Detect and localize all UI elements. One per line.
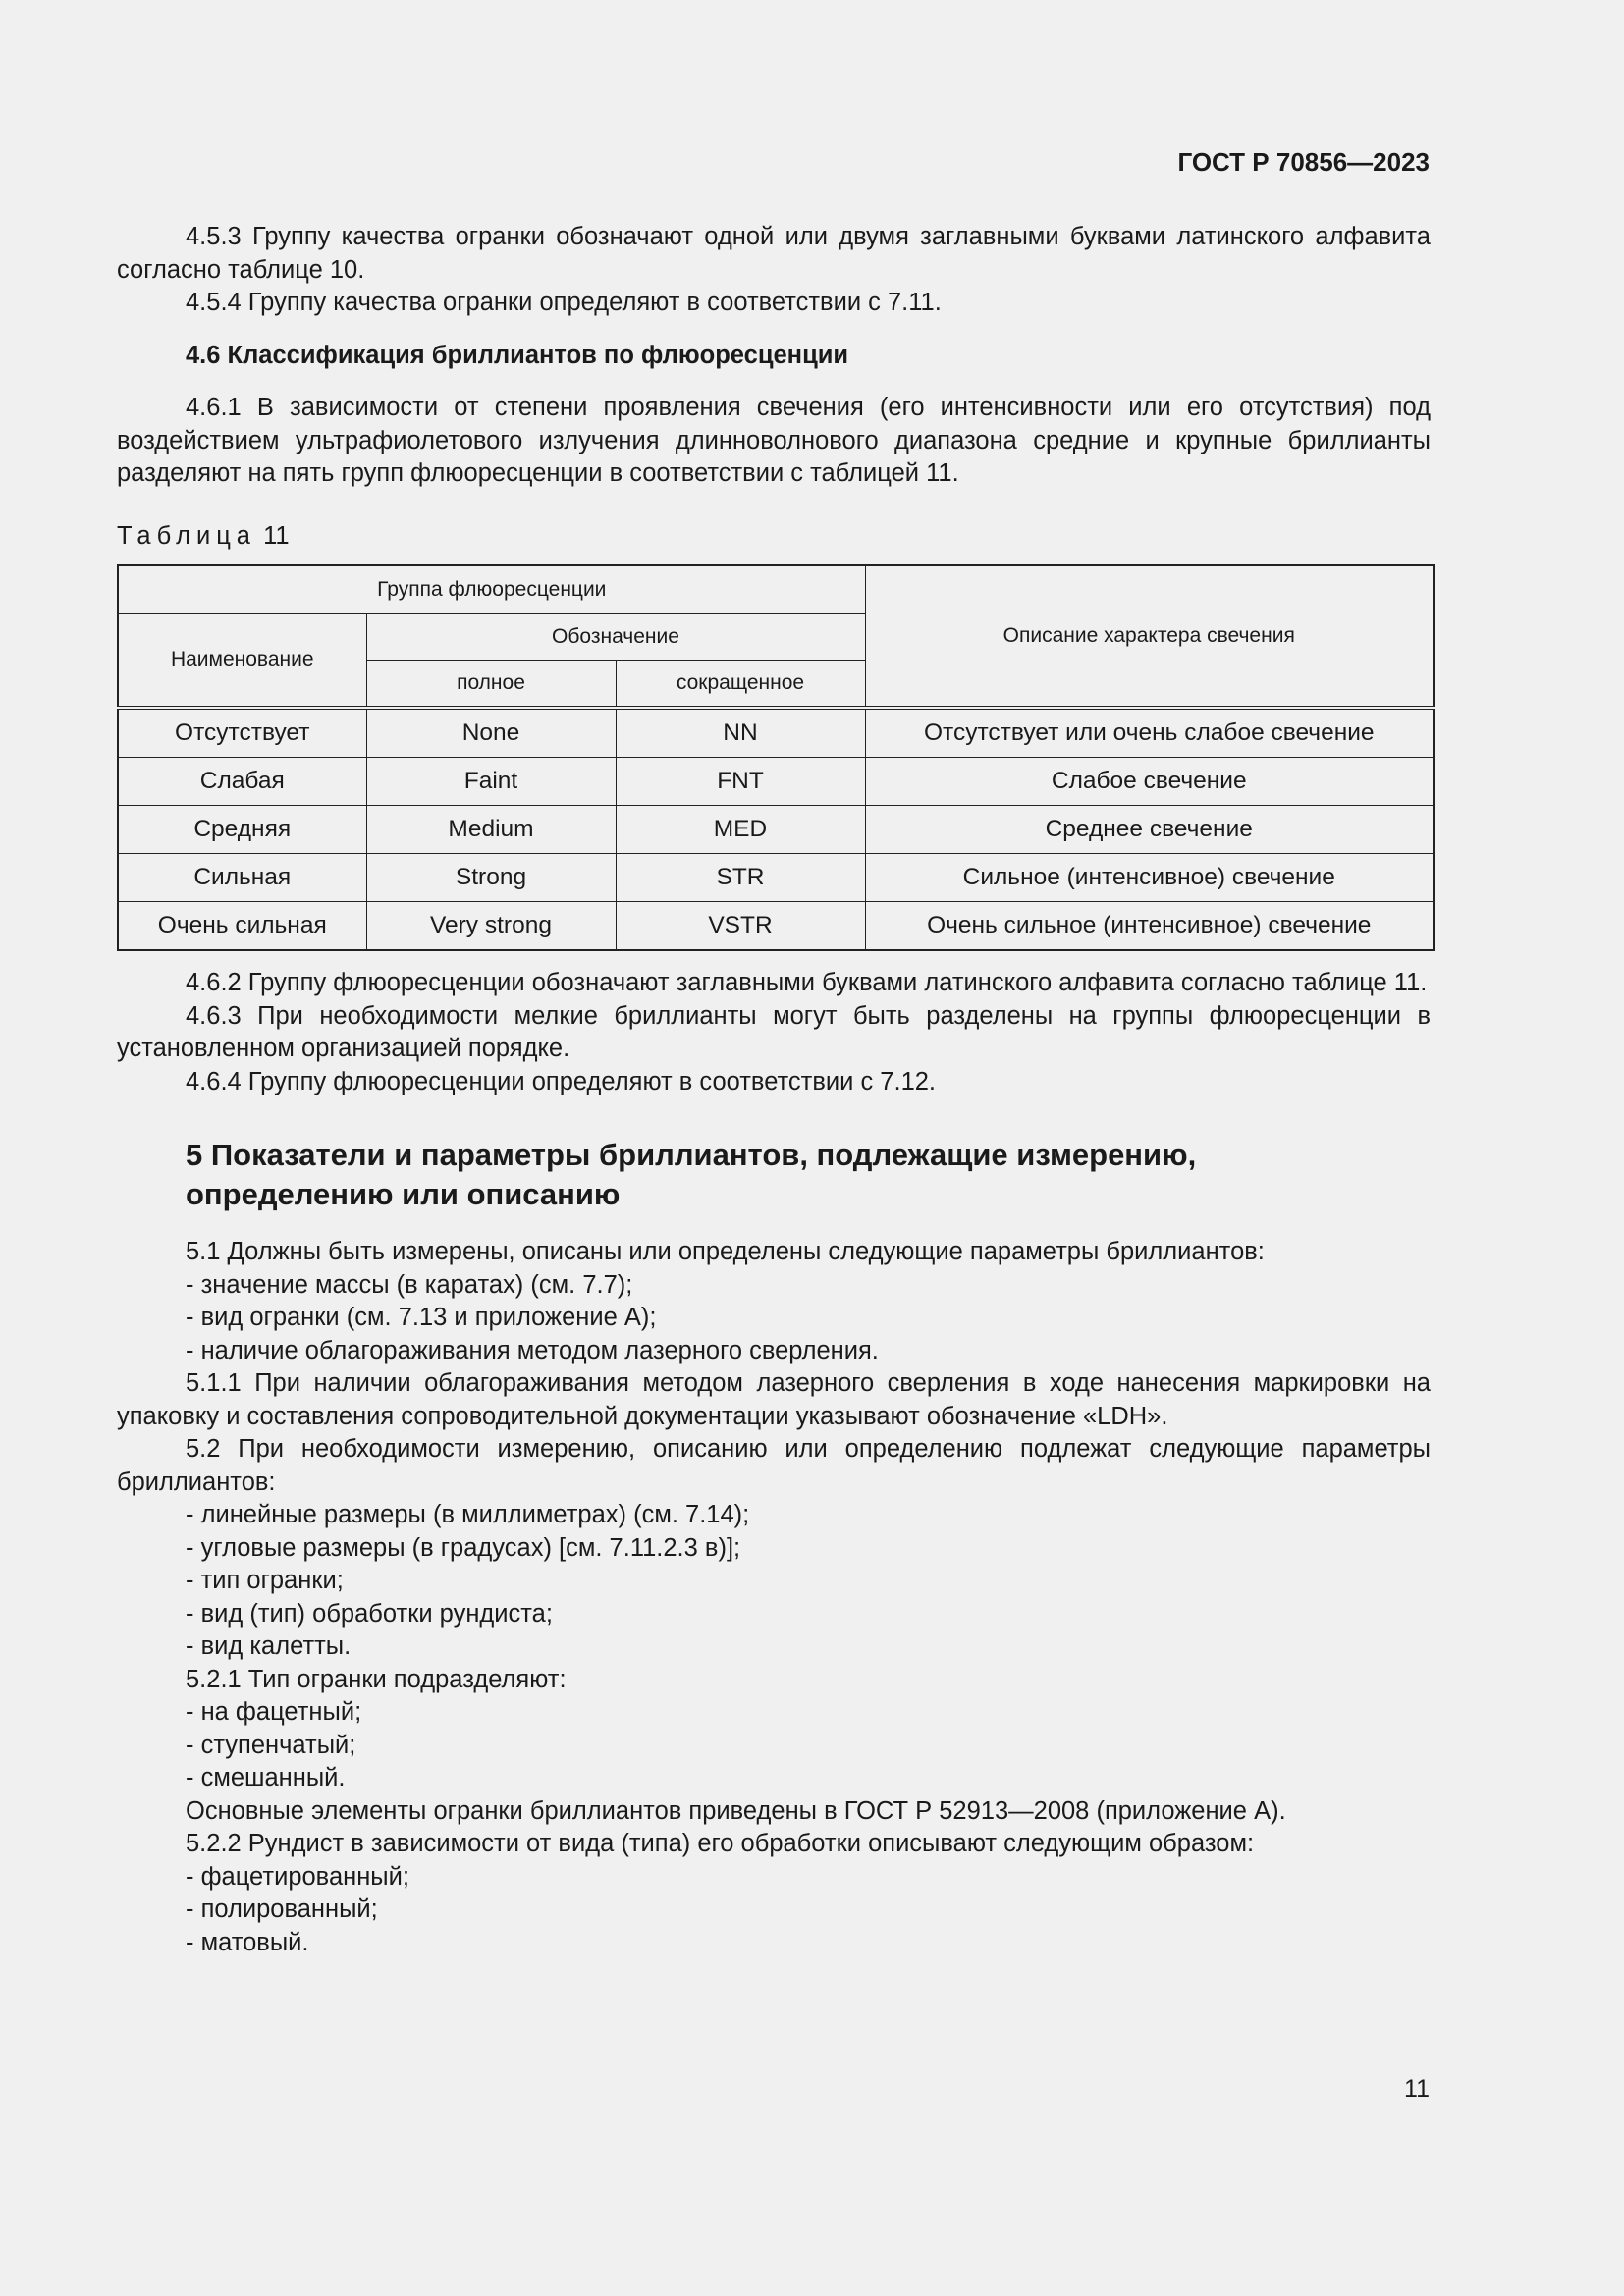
cell-full: Faint xyxy=(366,758,616,806)
cell-short: FNT xyxy=(616,758,865,806)
header-group: Группа флюоресценции xyxy=(118,565,865,614)
header-short: сокращенное xyxy=(616,661,865,709)
paragraph-5-1-1: 5.1.1 При наличии облагораживания методом лазерного сверления в ходе нанесения маркировки на упаковку и составления сопроводительной документации указывают обозначение «LDH». xyxy=(117,1369,1431,1430)
cell-name: Средняя xyxy=(118,806,366,854)
paragraph-4-6-4: 4.6.4 Группу флюоресценции определяют в соответствии с 7.12. xyxy=(186,1067,937,1095)
list-item: - вид (тип) обработки рундиста; xyxy=(186,1599,553,1628)
page-content xyxy=(117,221,1431,1959)
paragraph-4-6-3: 4.6.3 При необходимости мелкие бриллианты могут быть разделены на группы флюоресценции в установленном организацией порядке. xyxy=(117,1001,1431,1062)
cell-description: Слабое свечение xyxy=(865,758,1434,806)
table-caption-number: 11 xyxy=(263,521,290,550)
cell-description: Среднее свечение xyxy=(865,806,1434,854)
cell-description: Сильное (интенсивное) свечение xyxy=(865,854,1434,902)
cell-name: Слабая xyxy=(118,758,366,806)
paragraph-5-2: 5.2 При необходимости измерению, описанию или определению подлежат следующие параметры бриллиантов: xyxy=(117,1435,1431,1496)
table-row xyxy=(118,758,1434,806)
table-caption-word: Таблица xyxy=(117,521,256,550)
document-id-header: ГОСТ Р 70856—2023 xyxy=(1177,147,1430,177)
cell-name: Отсутствует xyxy=(118,708,366,758)
list-item: - полированный; xyxy=(186,1896,378,1923)
cell-short: MED xyxy=(616,806,865,854)
cell-name: Сильная xyxy=(118,854,366,902)
cell-short: VSTR xyxy=(616,902,865,951)
paragraph-5-2-1-note: Основные элементы огранки бриллиантов приведены в ГОСТ Р 52913—2008 (приложение А). xyxy=(186,1796,1286,1825)
section-4-6-heading: 4.6 Классификация бриллиантов по флюоресценции xyxy=(186,341,849,369)
paragraph-4-6-2: 4.6.2 Группу флюоресценции обозначают заглавными буквами латинского алфавита согласно таблице 11. xyxy=(186,969,1428,996)
list-item: - значение массы (в каратах) (см. 7.7); xyxy=(186,1270,633,1299)
list-item: - угловые размеры (в градусах) [см. 7.11.2.3 в)]; xyxy=(186,1533,741,1562)
section-5-title-line2: определению или описанию xyxy=(186,1177,621,1211)
list-item: - фацетированный; xyxy=(186,1862,409,1891)
table-row xyxy=(118,854,1434,902)
header-description: Описание характера свечения xyxy=(865,565,1434,708)
header-full: полное xyxy=(366,661,616,709)
list-item: - наличие облагораживания методом лазерного сверления. xyxy=(186,1336,879,1364)
header-name: Наименование xyxy=(118,614,366,709)
table-row xyxy=(118,806,1434,854)
table-caption xyxy=(117,520,1431,554)
paragraph-5-2-2: 5.2.2 Рундист в зависимости от вида (типа) его обработки описывают следующим образом: xyxy=(186,1830,1255,1857)
cell-short: NN xyxy=(616,708,865,758)
cell-name: Очень сильная xyxy=(118,902,366,951)
table-row xyxy=(118,708,1434,758)
list-item: - на фацетный; xyxy=(186,1698,362,1726)
paragraph-4-5-3: 4.5.3 Группу качества огранки обозначают одной или двумя заглавными буквами латинского алфавита согласно таблице 10. xyxy=(117,223,1431,284)
paragraph-4-6-1: 4.6.1 В зависимости от степени проявления свечения (его интенсивности или его отсутствия) под воздействием ультрафиолетового излучения длинноволнового диапазона средние и крупные бриллианты разделяют на пять групп флюоресценции в соответствии с таблицей 11. xyxy=(117,394,1431,487)
section-5-heading xyxy=(117,1136,1431,1214)
cell-full: Medium xyxy=(366,806,616,854)
cell-description: Очень сильное (интенсивное) свечение xyxy=(865,902,1434,951)
cell-full: None xyxy=(366,708,616,758)
list-item: - вид огранки (см. 7.13 и приложение А); xyxy=(186,1304,657,1331)
list-item: - вид калетты. xyxy=(186,1632,352,1660)
section-5-title-line1: 5 Показатели и параметры бриллиантов, подлежащие измерению, xyxy=(186,1138,1197,1172)
list-item: - матовый. xyxy=(186,1928,309,1956)
list-item: - линейные размеры (в миллиметрах) (см. 7.14); xyxy=(186,1501,750,1528)
cell-full: Very strong xyxy=(366,902,616,951)
list-item: - тип огранки; xyxy=(186,1567,344,1594)
cell-full: Strong xyxy=(366,854,616,902)
fluorescence-table xyxy=(117,564,1435,951)
cell-description: Отсутствует или очень слабое свечение xyxy=(865,708,1434,758)
paragraph-4-5-4: 4.5.4 Группу качества огранки определяют в соответствии с 7.11. xyxy=(186,289,942,316)
list-item: - ступенчатый; xyxy=(186,1731,356,1759)
list-item: - смешанный. xyxy=(186,1764,346,1791)
paragraph-5-2-1: 5.2.1 Тип огранки подразделяют: xyxy=(186,1665,567,1693)
header-designation: Обозначение xyxy=(366,614,865,661)
page-number: 11 xyxy=(1404,2075,1430,2103)
cell-short: STR xyxy=(616,854,865,902)
table-row xyxy=(118,902,1434,951)
paragraph-5-1: 5.1 Должны быть измерены, описаны или определены следующие параметры бриллиантов: xyxy=(186,1238,1265,1265)
